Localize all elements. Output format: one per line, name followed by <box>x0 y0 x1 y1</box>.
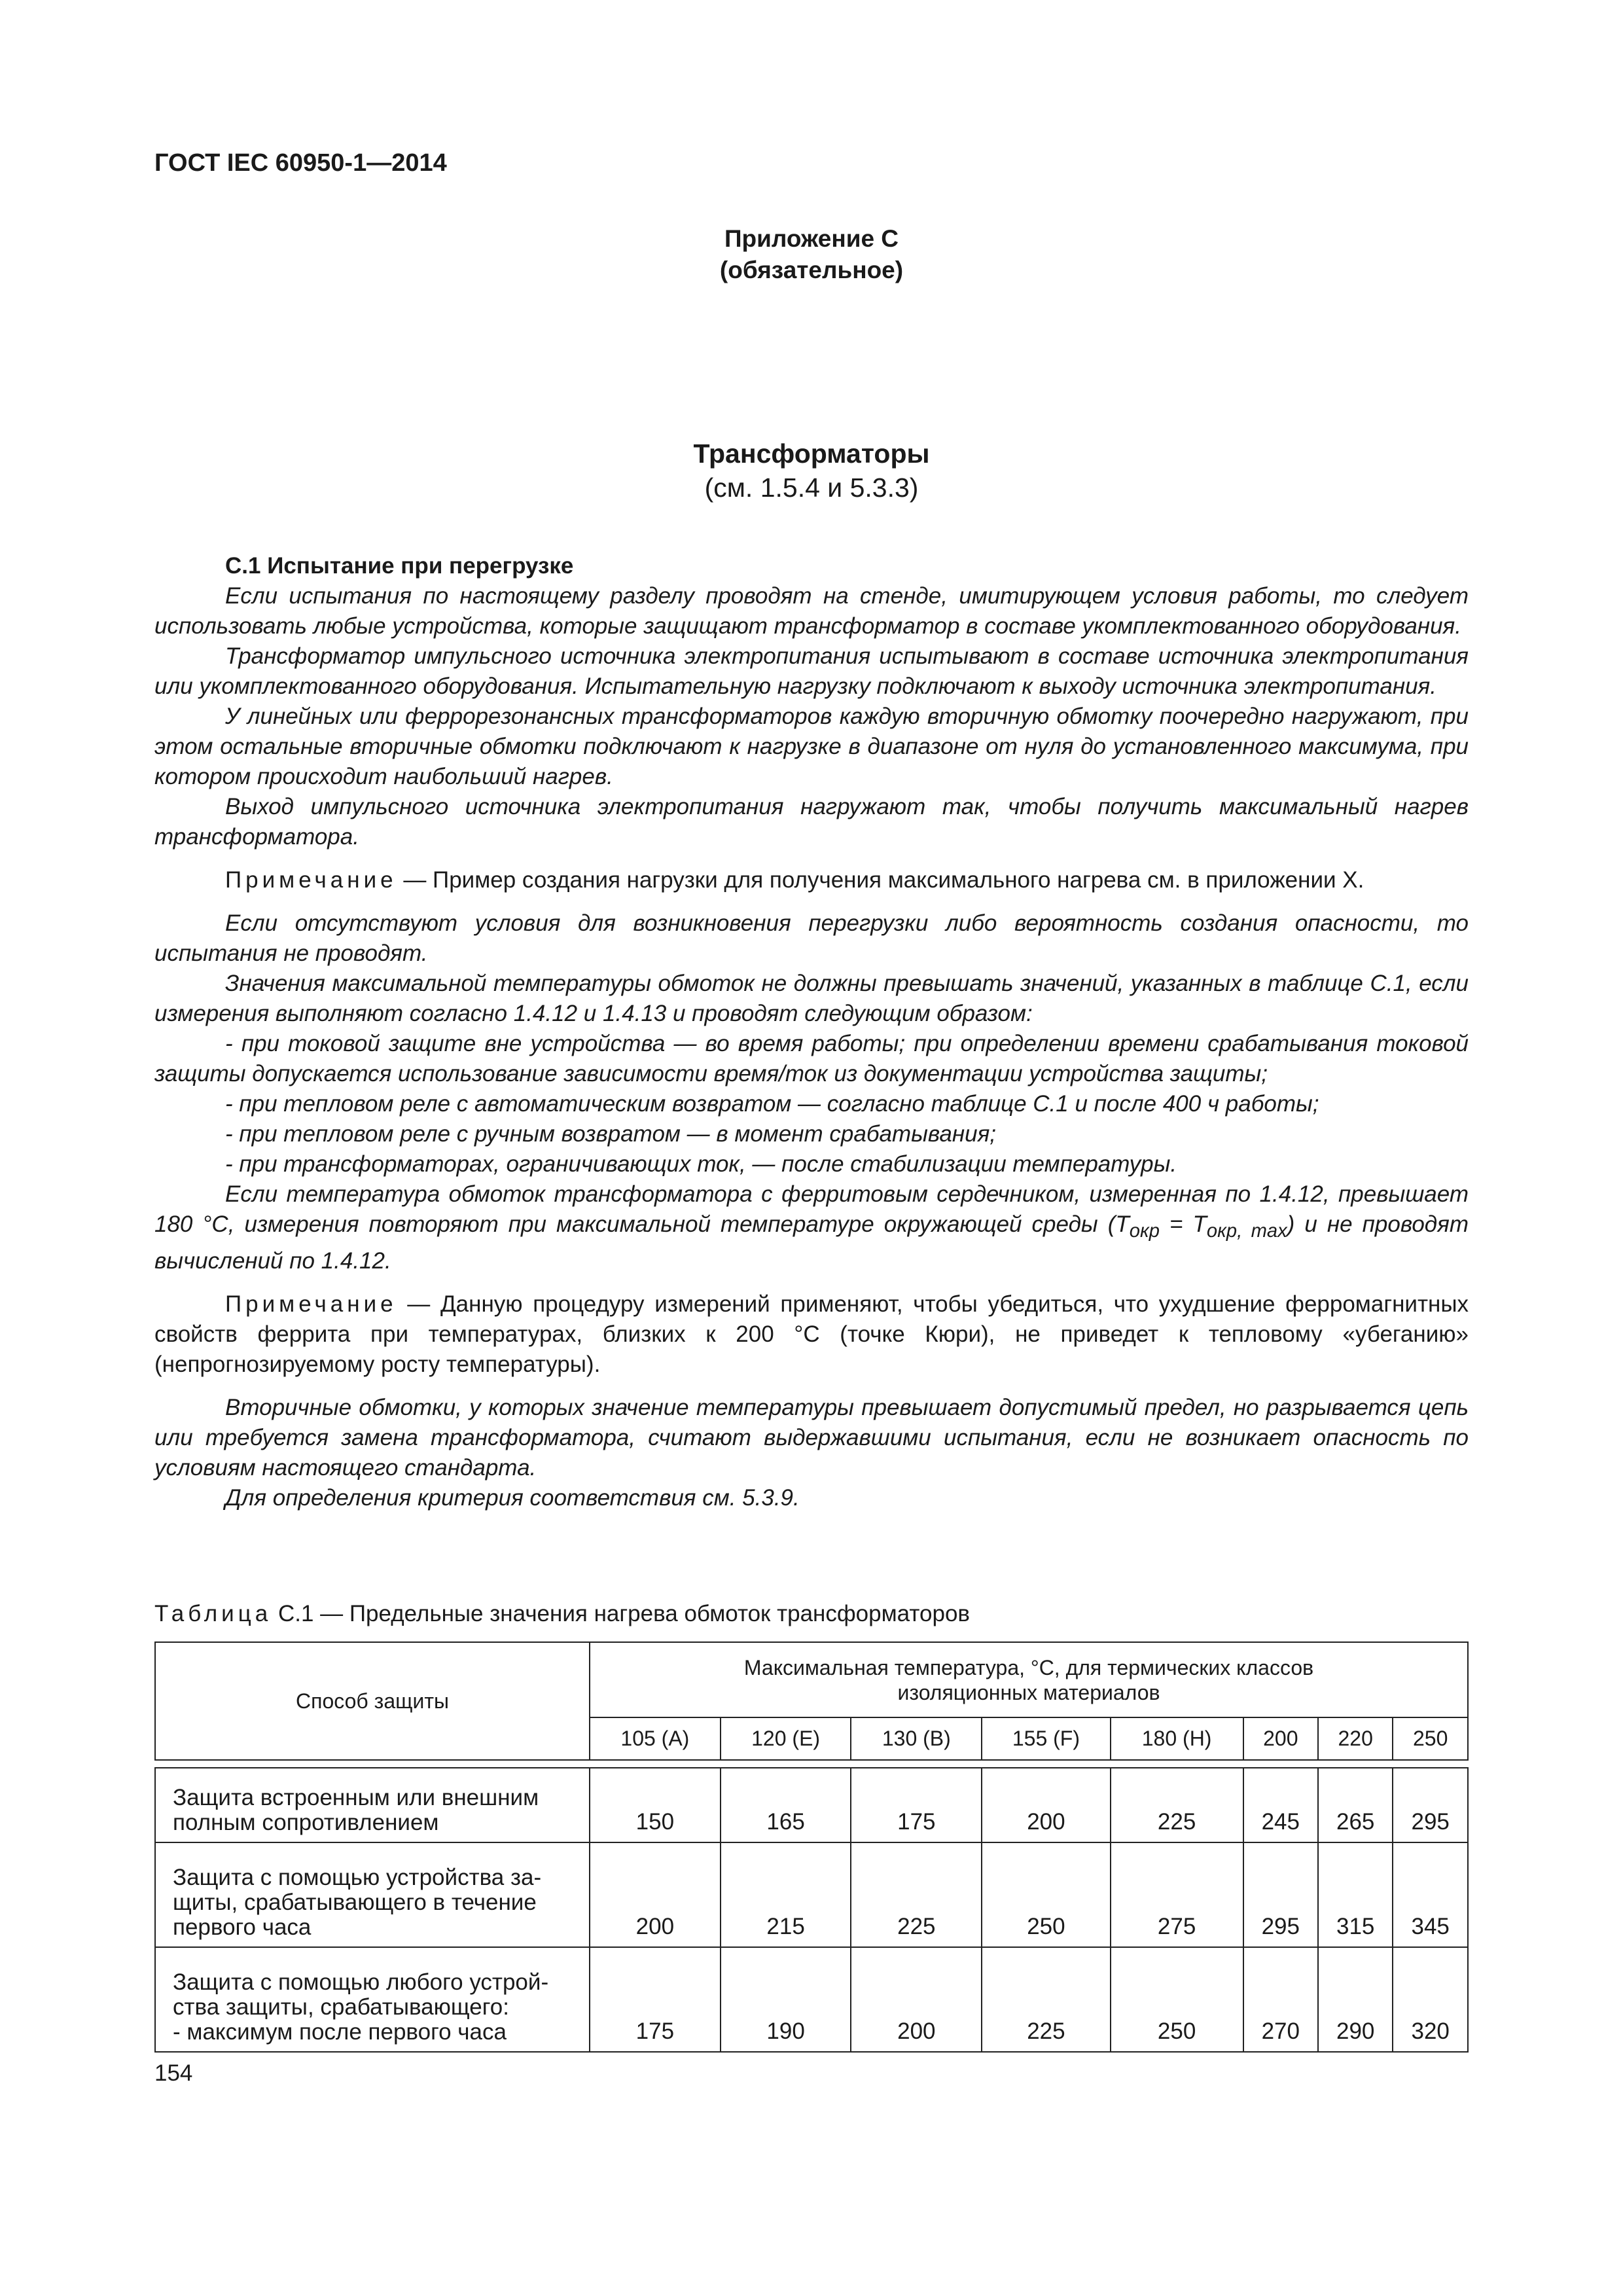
label-line: ства защиты, срабатывающего: <box>173 1994 509 2020</box>
text-segment: = T <box>1159 1211 1207 1237</box>
table-cell: 320 <box>1393 1947 1468 2052</box>
paragraph: Для определения критерия соответствия см. 5.3.9. <box>225 1485 800 1511</box>
annex-status: (обязательное) <box>719 257 904 283</box>
paragraph: Трансформатор импульсного источника электропитания испытывают в составе источника электропитания или укомплектованного оборудования. Испытательную нагрузку подключают к выходу источника электропитания. <box>154 643 1469 699</box>
class-header: 105 (A) <box>590 1717 721 1760</box>
table-cell: 200 <box>590 1842 721 1947</box>
table-cell: 190 <box>721 1947 851 2052</box>
label-line: - максимум после первого часа <box>173 2019 507 2045</box>
table-row <box>155 1947 1468 2052</box>
text-segment: Если температура обмоток трансформатора с ферритовым сердечником, измеренная по 1.4.12, превышает 180 °С, измерения повторяют при максимальной температуре окружающей среды (T <box>154 1181 1469 1237</box>
table-cell: 245 <box>1243 1768 1318 1842</box>
standard-designation: ГОСТ IEC 60950-1—2014 <box>154 149 447 177</box>
class-header: 250 <box>1393 1717 1468 1760</box>
table-cell: 265 <box>1318 1768 1393 1842</box>
row-label <box>155 1842 590 1947</box>
subscript: окр, max <box>1206 1221 1287 1242</box>
table-cell: 275 <box>1111 1842 1243 1947</box>
table-cell: 225 <box>982 1947 1110 2052</box>
body-text <box>154 551 1469 1513</box>
class-header: 155 (F) <box>982 1717 1110 1760</box>
paragraph <box>154 1179 1469 1276</box>
paragraph: Выход импульсного источника электропитания нагружают так, чтобы получить максимальный нагрев трансформатора. <box>154 794 1469 850</box>
table-cell: 150 <box>590 1768 721 1842</box>
table-cell: 345 <box>1393 1842 1468 1947</box>
label-line: Защита встроенным или внешним <box>173 1785 539 1810</box>
label-line: Защита с помощью любого устрой- <box>173 1969 549 1995</box>
table-cell: 225 <box>851 1842 982 1947</box>
table-spacer <box>155 1760 1468 1768</box>
class-header: 180 (H) <box>1111 1717 1243 1760</box>
column-header-temperature <box>590 1642 1468 1717</box>
note-text: — Пример создания нагрузки для получения максимального нагрева см. в приложении X. <box>397 867 1364 893</box>
temperature-limits-table <box>154 1641 1469 2053</box>
paragraph: Вторичные обмотки, у которых значение температуры превышает допустимый предел, но разрывается цепь или требуется замена трансформатора, считают выдержавшими испытания, если не возникает опасность по условиям настоящего стандарта. <box>154 1395 1469 1480</box>
table-row <box>155 1768 1468 1842</box>
list-item: - при тепловом реле с автоматическим возвратом — согласно таблице С.1 и после 400 ч работы; <box>225 1091 1319 1117</box>
class-header: 200 <box>1243 1717 1318 1760</box>
table-cell: 165 <box>721 1768 851 1842</box>
header-line: Максимальная температура, °С, для термических классов <box>743 1655 1314 1679</box>
row-label <box>155 1768 590 1842</box>
table-cell: 295 <box>1393 1768 1468 1842</box>
note-label: Примечание <box>225 867 397 893</box>
table-cell: 250 <box>1111 1947 1243 2052</box>
note <box>154 1289 1469 1380</box>
table-cell: 175 <box>851 1768 982 1842</box>
paragraph: Значения максимальной температуры обмоток не должны превышать значений, указанных в таблице С.1, если измерения выполняют согласно 1.4.12 и 1.4.13 и проводят следующим образом: <box>154 971 1469 1026</box>
subscript: окр <box>1129 1221 1160 1242</box>
list-item: - при трансформаторах, ограничивающих ток, — после стабилизации температуры. <box>225 1151 1177 1177</box>
table-cell: 200 <box>851 1947 982 2052</box>
list-item: - при токовой защите вне устройства — во время работы; при определении времени срабатывания токовой защиты допускается использование зависимости время/ток из документации устройства защиты; <box>154 1031 1469 1086</box>
label-line: полным сопротивлением <box>173 1810 439 1835</box>
paragraph: Если испытания по настоящему разделу проводят на стенде, имитирующем условия работы, то следует использовать любые устройства, которые защищают трансформатор в составе укомплектованного оборудования. <box>154 583 1469 639</box>
table-cell: 200 <box>982 1768 1110 1842</box>
table-cell: 215 <box>721 1842 851 1947</box>
table-cell: 175 <box>590 1947 721 2052</box>
class-header: 220 <box>1318 1717 1393 1760</box>
section-title: Трансформаторы <box>693 439 930 469</box>
table-cell: 250 <box>982 1842 1110 1947</box>
paragraph: Если отсутствуют условия для возникновения перегрузки либо вероятность создания опасности, то испытания не проводят. <box>154 910 1469 966</box>
table-cell: 270 <box>1243 1947 1318 2052</box>
table-caption-label: Таблица <box>154 1601 272 1626</box>
label-line: Защита с помощью устройства за- <box>173 1865 542 1890</box>
note <box>154 865 1469 895</box>
header-line: изоляционных материалов <box>897 1680 1160 1704</box>
annex-title: Приложение С <box>724 225 899 252</box>
note-label: Примечание <box>225 1291 397 1317</box>
row-label <box>155 1947 590 2052</box>
column-header-protection: Способ защиты <box>155 1642 590 1760</box>
table-header-row <box>155 1642 1468 1717</box>
class-header: 130 (B) <box>851 1717 982 1760</box>
table-cell: 295 <box>1243 1842 1318 1947</box>
table-cell: 290 <box>1318 1947 1393 2052</box>
list-item: - при тепловом реле с ручным возвратом — в момент срабатывания; <box>225 1121 997 1147</box>
label-line: первого часа <box>173 1914 312 1940</box>
page-number: 154 <box>154 2060 193 2086</box>
table-cell: 225 <box>1111 1768 1243 1842</box>
label-line: щиты, срабатывающего в течение <box>173 1890 537 1915</box>
note-text: — Данную процедуру измерений применяют, чтобы убедиться, что ухудшение ферромагнитных свойств феррита при температурах, близких к 200 °С (точке Кюри), не приведет к тепловому «убеганию» (непрогнозируемому росту температуры). <box>154 1291 1469 1377</box>
section-reference: (см. 1.5.4 и 5.3.3) <box>704 473 919 503</box>
table-row <box>155 1842 1468 1947</box>
paragraph: У линейных или феррорезонансных трансформаторов каждую вторичную обмотку поочередно нагружают, при этом остальные вторичные обмотки подключают к нагрузке в диапазоне от нуля до установленного максимума, при котором происходит наибольший нагрев. <box>154 704 1469 789</box>
table-spacer-row <box>155 1760 1468 1768</box>
subsection-heading: С.1 Испытание при перегрузке <box>225 553 574 579</box>
table-cell: 315 <box>1318 1842 1393 1947</box>
table-caption-text: С.1 — Предельные значения нагрева обмоток трансформаторов <box>272 1601 970 1626</box>
text-segment: ) и не проводят вычислений по 1.4.12. <box>154 1211 1469 1274</box>
table-caption <box>154 1601 970 1627</box>
class-header: 120 (E) <box>721 1717 851 1760</box>
